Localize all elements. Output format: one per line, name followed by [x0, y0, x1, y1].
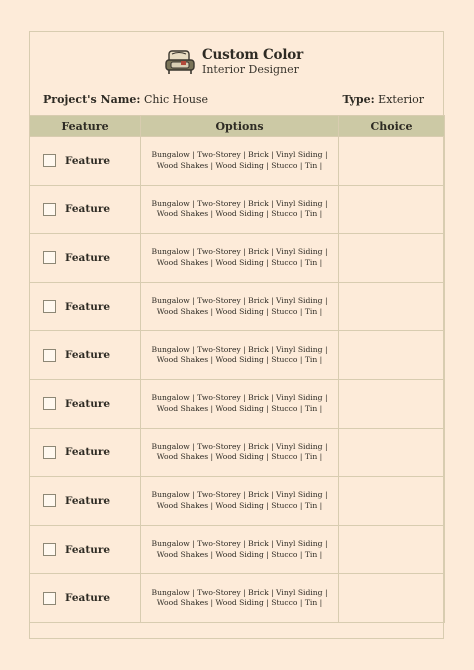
options-cell	[141, 525, 339, 574]
feature-label: Feature	[65, 397, 111, 410]
feature-checkbox[interactable]	[43, 203, 56, 216]
options-cell	[141, 379, 339, 428]
table-row	[30, 477, 445, 526]
table-row	[30, 234, 445, 283]
options-line: Bungalow | Two-Storey | Brick | Vinyl Siding |	[151, 393, 328, 403]
feature-item	[30, 543, 140, 556]
feature-label: Feature	[65, 349, 111, 362]
feature-item	[30, 446, 140, 459]
feature-cell	[30, 574, 141, 623]
feature-cell	[30, 137, 141, 186]
table-row	[30, 185, 445, 234]
feature-cell	[30, 525, 141, 574]
options-cell	[141, 234, 339, 283]
table-row	[30, 379, 445, 428]
feature-cell	[30, 428, 141, 477]
options-line: Bungalow | Two-Storey | Brick | Vinyl Siding |	[151, 247, 328, 257]
options-line: Bungalow | Two-Storey | Brick | Vinyl Siding |	[151, 198, 328, 208]
options-line: Bungalow | Two-Storey | Brick | Vinyl Siding |	[151, 441, 328, 451]
project-name-value[interactable]: Chic House	[143, 93, 209, 106]
feature-label: Feature	[65, 154, 111, 167]
table-header-row	[30, 116, 445, 137]
choice-cell[interactable]	[339, 477, 445, 526]
options-line: Bungalow | Two-Storey | Brick | Vinyl Siding |	[151, 587, 328, 597]
choice-cell[interactable]	[339, 525, 445, 574]
options-line: Bungalow | Two-Storey | Brick | Vinyl Siding |	[151, 296, 328, 306]
feature-item	[30, 203, 140, 216]
feature-item	[30, 300, 140, 313]
feature-cell	[30, 282, 141, 331]
choice-cell[interactable]	[339, 428, 445, 477]
options-line: Wood Shakes | Wood Siding | Stucco | Tin |	[156, 452, 323, 462]
header-options: Options	[141, 116, 339, 137]
feature-label: Feature	[65, 446, 111, 459]
table-row	[30, 282, 445, 331]
options-line: Bungalow | Two-Storey | Brick | Vinyl Siding |	[151, 490, 328, 500]
options-cell	[141, 137, 339, 186]
project-name-field	[43, 93, 208, 106]
feature-checkbox[interactable]	[43, 494, 56, 507]
feature-item	[30, 592, 140, 605]
table-row	[30, 574, 445, 623]
feature-checkbox[interactable]	[43, 300, 56, 313]
feature-cell	[30, 477, 141, 526]
feature-cell	[30, 379, 141, 428]
options-cell	[141, 574, 339, 623]
feature-label: Feature	[65, 494, 111, 507]
table-row	[30, 331, 445, 380]
feature-label: Feature	[65, 543, 111, 556]
brand-subtitle: Interior Designer	[202, 63, 299, 77]
options-line: Wood Shakes | Wood Siding | Stucco | Tin |	[156, 500, 323, 510]
feature-cell	[30, 185, 141, 234]
project-type-value[interactable]: Exterior	[378, 93, 424, 106]
header-choice: Choice	[339, 116, 445, 137]
options-line: Wood Shakes | Wood Siding | Stucco | Tin |	[156, 598, 323, 608]
feature-checkbox[interactable]	[43, 349, 56, 362]
header-feature: Feature	[30, 116, 141, 137]
feature-checkbox[interactable]	[43, 446, 56, 459]
choice-cell[interactable]	[339, 574, 445, 623]
feature-label: Feature	[65, 251, 111, 264]
options-cell	[141, 428, 339, 477]
options-line: Wood Shakes | Wood Siding | Stucco | Tin |	[156, 549, 323, 559]
table-row	[30, 525, 445, 574]
choice-cell[interactable]	[339, 185, 445, 234]
project-name-label: Project's Name:	[43, 93, 141, 106]
feature-cell	[30, 234, 141, 283]
options-line: Wood Shakes | Wood Siding | Stucco | Tin |	[156, 355, 323, 365]
choice-cell[interactable]	[339, 137, 445, 186]
options-cell	[141, 477, 339, 526]
choice-cell[interactable]	[339, 331, 445, 380]
feature-table	[29, 115, 445, 623]
feature-item	[30, 397, 140, 410]
options-line: Bungalow | Two-Storey | Brick | Vinyl Siding |	[151, 150, 328, 160]
feature-label: Feature	[65, 203, 111, 216]
feature-checkbox[interactable]	[43, 592, 56, 605]
feature-checkbox[interactable]	[43, 543, 56, 556]
options-cell	[141, 331, 339, 380]
brand-header	[165, 48, 303, 76]
choice-cell[interactable]	[339, 282, 445, 331]
feature-checkbox[interactable]	[43, 154, 56, 167]
project-type-field	[343, 93, 424, 106]
feature-checkbox[interactable]	[43, 397, 56, 410]
sofa-icon	[165, 48, 195, 76]
options-line: Bungalow | Two-Storey | Brick | Vinyl Siding |	[151, 539, 328, 549]
feature-checkbox[interactable]	[43, 251, 56, 264]
choice-cell[interactable]	[339, 379, 445, 428]
feature-label: Feature	[65, 592, 111, 605]
options-line: Wood Shakes | Wood Siding | Stucco | Tin |	[156, 209, 323, 219]
feature-cell	[30, 331, 141, 380]
options-line: Wood Shakes | Wood Siding | Stucco | Tin |	[156, 403, 323, 413]
options-cell	[141, 282, 339, 331]
choice-cell[interactable]	[339, 234, 445, 283]
table-row	[30, 428, 445, 477]
feature-item	[30, 349, 140, 362]
options-line: Wood Shakes | Wood Siding | Stucco | Tin |	[156, 160, 323, 170]
project-type-label: Type:	[342, 93, 375, 106]
feature-item	[30, 154, 140, 167]
feature-item	[30, 251, 140, 264]
options-cell	[141, 185, 339, 234]
table-row	[30, 137, 445, 186]
feature-item	[30, 494, 140, 507]
options-line: Wood Shakes | Wood Siding | Stucco | Tin |	[156, 257, 323, 267]
options-line: Wood Shakes | Wood Siding | Stucco | Tin |	[156, 306, 323, 316]
options-line: Bungalow | Two-Storey | Brick | Vinyl Siding |	[151, 344, 328, 354]
feature-label: Feature	[65, 300, 111, 313]
brand-name: Custom Color	[202, 46, 303, 63]
